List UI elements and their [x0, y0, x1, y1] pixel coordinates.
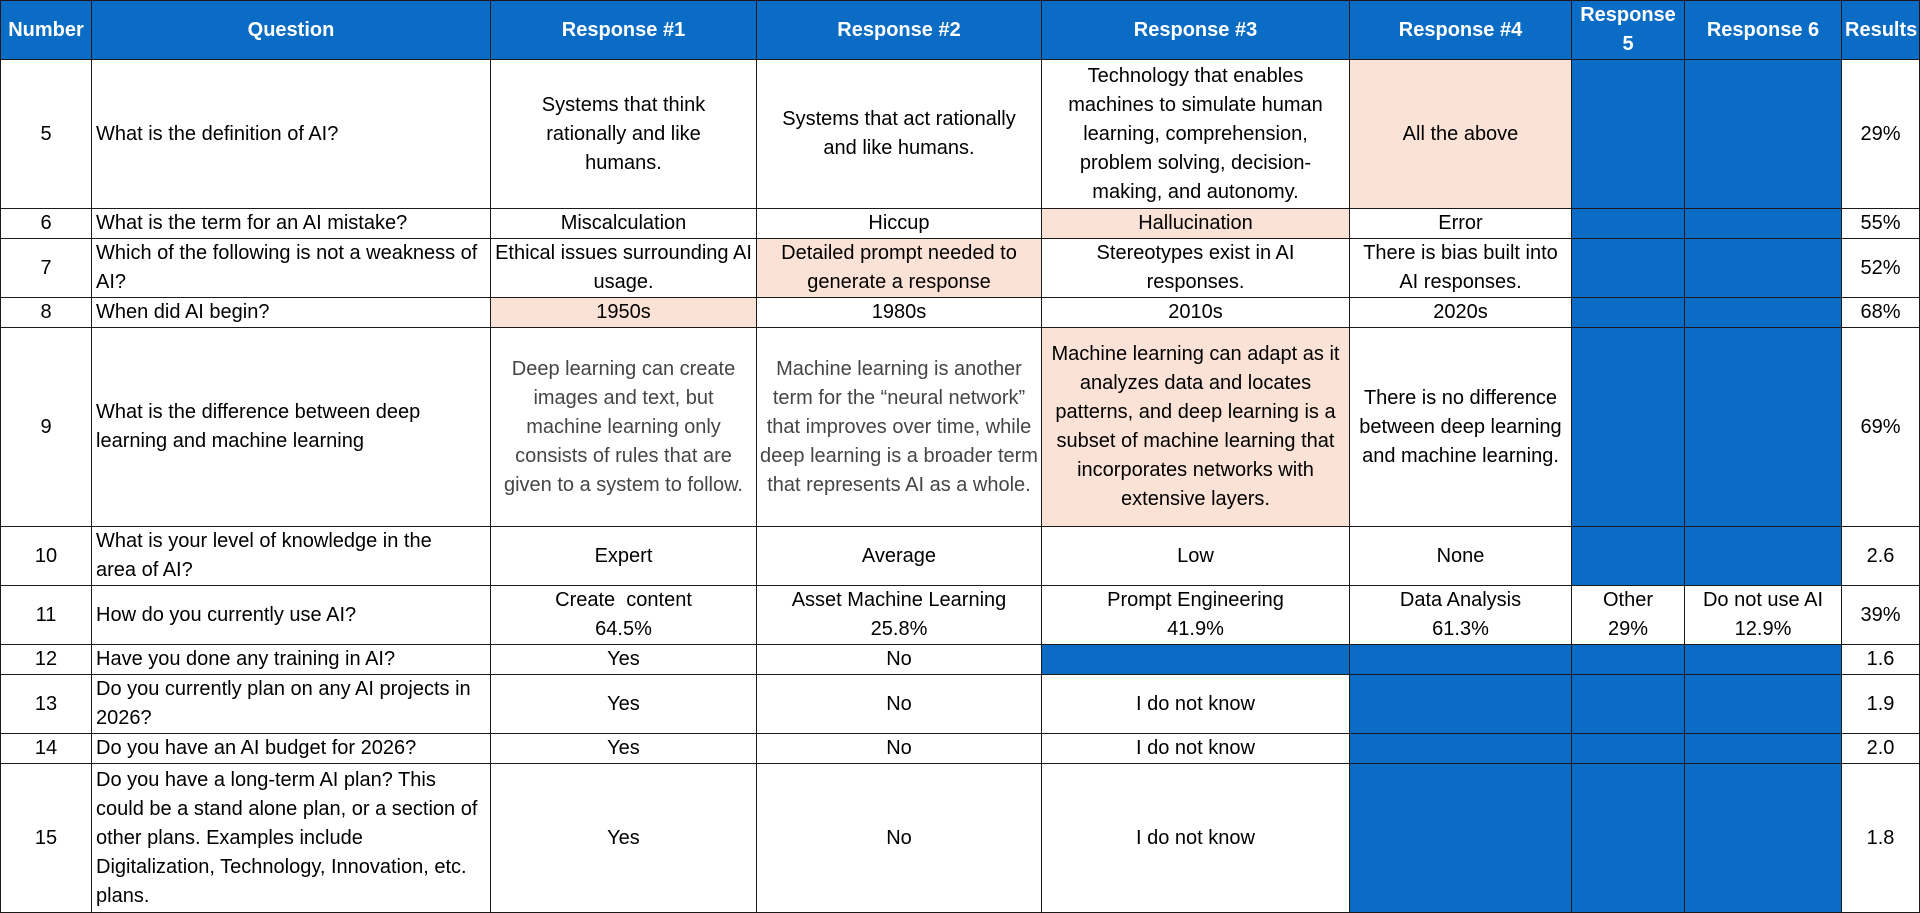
- cell-response-4-correct: All the above: [1350, 60, 1572, 209]
- cell-empty-response-5: [1572, 734, 1685, 764]
- cell-empty-response-5: [1572, 239, 1685, 298]
- cell-number: 12: [1, 645, 92, 675]
- cell-question: Do you have a long-term AI plan? This could be a stand alone plan, or a section of other plans. Examples include Digitalization, Technology, Innovation, etc. plans.: [92, 764, 491, 913]
- cell-empty-response-5: [1572, 328, 1685, 527]
- header-response-6: Response 6: [1685, 1, 1842, 60]
- cell-empty-response-6: [1685, 239, 1842, 298]
- cell-result: 55%: [1842, 209, 1920, 239]
- cell-response-4: Error: [1350, 209, 1572, 239]
- cell-number: 5: [1, 60, 92, 209]
- cell-question: What is the difference between deep learning and machine learning: [92, 328, 491, 527]
- cell-response-3-correct: Machine learning can adapt as it analyzes data and locates patterns, and deep learning is a subset of machine learning that incorporates networks with extensive layers.: [1042, 328, 1350, 527]
- cell-empty-response-6: [1685, 209, 1842, 239]
- cell-empty-response-5: [1572, 675, 1685, 734]
- cell-empty-response-5: [1572, 298, 1685, 328]
- response-percent: 41.9%: [1167, 618, 1224, 640]
- cell-empty-response-6: [1685, 60, 1842, 209]
- cell-response-2: No: [757, 734, 1042, 764]
- cell-response-1: Ethical issues surrounding AI usage.: [491, 239, 757, 298]
- response-label: Asset Machine Learning: [791, 589, 1007, 611]
- cell-response-6: [1685, 586, 1842, 645]
- cell-response-3: [1042, 60, 1350, 209]
- cell-number: 11: [1, 586, 92, 645]
- table-row: [1, 239, 1920, 298]
- table-row: [1, 298, 1920, 328]
- cell-number: 13: [1, 675, 92, 734]
- cell-response-1-correct: 1950s: [491, 298, 757, 328]
- cell-result: 39%: [1842, 586, 1920, 645]
- cell-response-4: [1350, 586, 1572, 645]
- cell-response-2: No: [757, 675, 1042, 734]
- response-text: Technology that enables machines to simulate human learning, comprehension, problem solving, decision-making, and autonomy.: [1068, 64, 1323, 203]
- header-results: Results: [1842, 1, 1920, 60]
- response-label: Other: [1602, 589, 1654, 611]
- cell-response-1: [491, 60, 757, 209]
- cell-response-3: Low: [1042, 527, 1350, 586]
- header-question: Question: [92, 1, 491, 60]
- cell-number: 9: [1, 328, 92, 527]
- table-row: [1, 527, 1920, 586]
- table-row: [1, 328, 1920, 527]
- header-row: [1, 1, 1920, 60]
- cell-empty-response-6: [1685, 527, 1842, 586]
- cell-number: 14: [1, 734, 92, 764]
- cell-result: 52%: [1842, 239, 1920, 298]
- cell-response-1: Yes: [491, 764, 757, 913]
- cell-empty-response-4: [1350, 734, 1572, 764]
- cell-question: What is your level of knowledge in the area of AI?: [92, 527, 491, 586]
- cell-response-1: Yes: [491, 675, 757, 734]
- cell-number: 8: [1, 298, 92, 328]
- response-label: Prompt Engineering: [1107, 589, 1284, 611]
- response-label: Data Analysis: [1399, 589, 1522, 611]
- cell-number: 10: [1, 527, 92, 586]
- cell-result: 2.6: [1842, 527, 1920, 586]
- table-row: [1, 734, 1920, 764]
- response-percent: 29%: [1607, 618, 1649, 640]
- cell-question: Which of the following is not a weakness of AI?: [92, 239, 491, 298]
- table-row: [1, 60, 1920, 209]
- cell-question: When did AI begin?: [92, 298, 491, 328]
- table-row: [1, 675, 1920, 734]
- cell-empty-response-4: [1350, 675, 1572, 734]
- cell-empty-response-6: [1685, 764, 1842, 913]
- cell-empty-response-3: [1042, 645, 1350, 675]
- cell-response-3-correct: Hallucination: [1042, 209, 1350, 239]
- cell-result: 69%: [1842, 328, 1920, 527]
- response-percent: 64.5%: [595, 618, 652, 640]
- table-row: [1, 764, 1920, 913]
- header-number: Number: [1, 1, 92, 60]
- cell-response-2: No: [757, 764, 1042, 913]
- response-text: Systems that think rationally and like humans.: [541, 93, 706, 174]
- cell-number: 15: [1, 764, 92, 913]
- cell-response-4: There is bias built into AI responses.: [1350, 239, 1572, 298]
- cell-response-1: Yes: [491, 645, 757, 675]
- cell-result: 2.0: [1842, 734, 1920, 764]
- cell-response-4: There is no difference between deep learning and machine learning.: [1350, 328, 1572, 527]
- cell-result: 1.6: [1842, 645, 1920, 675]
- cell-empty-response-4: [1350, 645, 1572, 675]
- cell-response-2: Machine learning is another term for the “neural network” that improves over time, while deep learning is a broader term that represents AI as a whole.: [757, 328, 1042, 527]
- cell-response-3: Stereotypes exist in AI responses.: [1042, 239, 1350, 298]
- cell-response-1: Yes: [491, 734, 757, 764]
- header-response-5: Response 5: [1572, 1, 1685, 60]
- cell-empty-response-6: [1685, 675, 1842, 734]
- cell-number: 6: [1, 209, 92, 239]
- cell-result: 1.9: [1842, 675, 1920, 734]
- cell-question: Do you currently plan on any AI projects in 2026?: [92, 675, 491, 734]
- table-row: [1, 586, 1920, 645]
- cell-response-4: None: [1350, 527, 1572, 586]
- cell-empty-response-5: [1572, 764, 1685, 913]
- header-response-2: Response #2: [757, 1, 1042, 60]
- cell-empty-response-6: [1685, 734, 1842, 764]
- cell-empty-response-6: [1685, 645, 1842, 675]
- cell-empty-response-6: [1685, 298, 1842, 328]
- cell-response-2-correct: Detailed prompt needed to generate a response: [757, 239, 1042, 298]
- response-label: Create content: [555, 589, 692, 611]
- cell-result: 29%: [1842, 60, 1920, 209]
- cell-empty-response-5: [1572, 645, 1685, 675]
- cell-empty-response-6: [1685, 328, 1842, 527]
- response-label: Do not use AI: [1702, 589, 1824, 611]
- cell-response-3: I do not know: [1042, 764, 1350, 913]
- cell-response-1: [491, 586, 757, 645]
- cell-question: Have you done any training in AI?: [92, 645, 491, 675]
- cell-response-1: Miscalculation: [491, 209, 757, 239]
- response-percent: 25.8%: [870, 618, 928, 640]
- response-percent: 61.3%: [1432, 618, 1489, 640]
- cell-response-1: Expert: [491, 527, 757, 586]
- cell-question: How do you currently use AI?: [92, 586, 491, 645]
- cell-question: Do you have an AI budget for 2026?: [92, 734, 491, 764]
- cell-response-2: No: [757, 645, 1042, 675]
- cell-empty-response-5: [1572, 209, 1685, 239]
- cell-response-3: 2010s: [1042, 298, 1350, 328]
- table-row: [1, 645, 1920, 675]
- cell-response-1: Deep learning can create images and text, but machine learning only consists of rules that are given to a system to follow.: [491, 328, 757, 527]
- cell-response-2: [757, 60, 1042, 209]
- cell-empty-response-5: [1572, 527, 1685, 586]
- table-row: [1, 209, 1920, 239]
- response-percent: 12.9%: [1734, 618, 1792, 640]
- cell-response-2: [757, 586, 1042, 645]
- header-response-4: Response #4: [1350, 1, 1572, 60]
- cell-response-5: [1572, 586, 1685, 645]
- cell-result: 68%: [1842, 298, 1920, 328]
- cell-question: What is the term for an AI mistake?: [92, 209, 491, 239]
- cell-response-2: Average: [757, 527, 1042, 586]
- response-text: Systems that act rationally and like humans.: [782, 108, 1016, 159]
- cell-response-2: Hiccup: [757, 209, 1042, 239]
- cell-empty-response-4: [1350, 764, 1572, 913]
- cell-response-3: I do not know: [1042, 734, 1350, 764]
- header-response-3: Response #3: [1042, 1, 1350, 60]
- cell-question: What is the definition of AI?: [92, 60, 491, 209]
- cell-response-4: 2020s: [1350, 298, 1572, 328]
- cell-empty-response-5: [1572, 60, 1685, 209]
- cell-response-3: [1042, 586, 1350, 645]
- cell-number: 7: [1, 239, 92, 298]
- cell-response-2: 1980s: [757, 298, 1042, 328]
- cell-result: 1.8: [1842, 764, 1920, 913]
- header-response-1: Response #1: [491, 1, 757, 60]
- cell-response-3: I do not know: [1042, 675, 1350, 734]
